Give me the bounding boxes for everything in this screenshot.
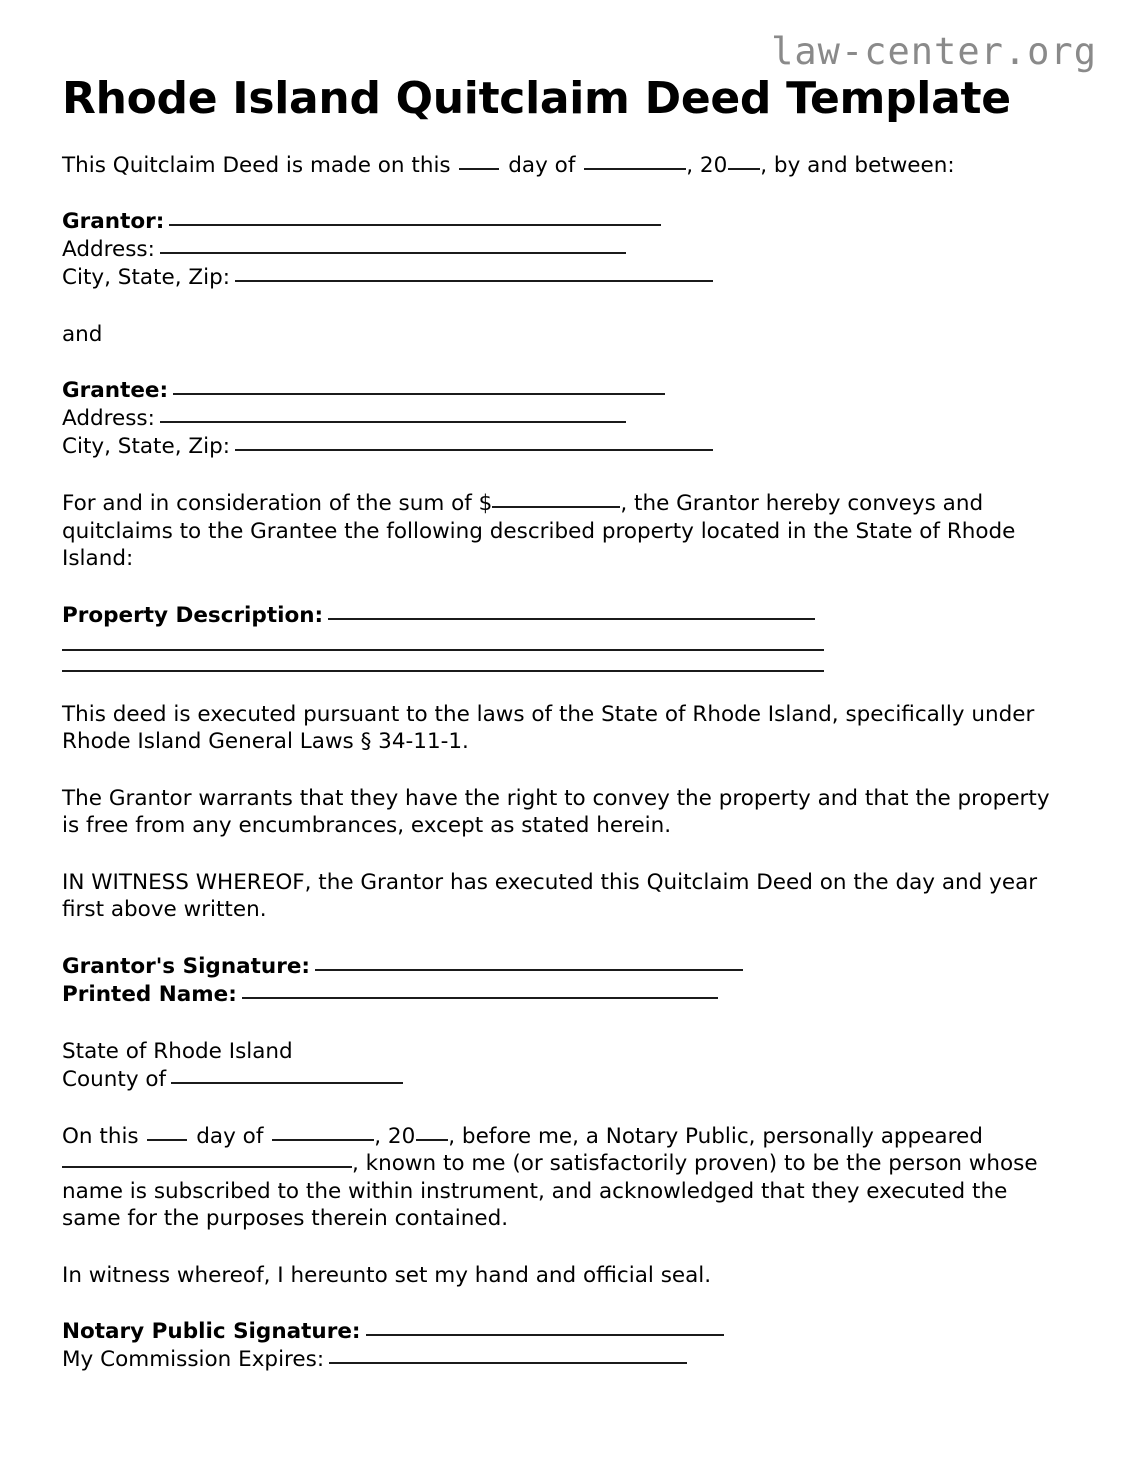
property-description-extra-lines [62, 630, 1071, 672]
intro-text-3: , 20 [686, 152, 728, 178]
notary-signature-blank [366, 1334, 724, 1336]
intro-text-1: This Quitclaim Deed is made on this [62, 152, 458, 178]
printed-name-field [62, 981, 1071, 1009]
grantee-address-label: Address: [62, 406, 155, 432]
grantor-citystatezip-field [62, 264, 1071, 292]
ack-text-1: On this [62, 1123, 146, 1149]
notary-state-label: State of Rhode Island [62, 1038, 293, 1064]
notary-county-label: County of [62, 1066, 167, 1092]
property-description-label: Property Description: [62, 602, 324, 628]
ack-text-5: , known to me (or satisfactorily proven) to be the person whose name is subscribed to the within instrument, and acknowledged that they executed the same for the purposes therein contained. [62, 1151, 1038, 1232]
commission-expires-field [62, 1346, 1071, 1374]
day-blank [459, 168, 499, 170]
grantor-name-field [62, 208, 1071, 236]
notary-signature-label: Notary Public Signature: [62, 1319, 361, 1345]
commission-expires-blank [329, 1362, 687, 1364]
consideration-text-1: For and in consideration of the sum of $ [62, 491, 493, 517]
grantor-signature-blank [315, 969, 743, 971]
grantor-address-label: Address: [62, 236, 155, 262]
ack-text-3: , 20 [374, 1123, 416, 1149]
grantee-address-blank [160, 421, 626, 423]
printed-name-blank [242, 997, 718, 999]
ack-text-4: , before me, a Notary Public, personally appeared [448, 1123, 983, 1149]
grantor-address-blank [160, 252, 626, 254]
year-blank [728, 168, 760, 170]
grantor-citystatezip-blank [235, 280, 713, 282]
grantor-label: Grantor: [62, 209, 165, 235]
site-watermark: law-center.org [771, 30, 1097, 73]
ack-person-name-blank [62, 1166, 352, 1168]
witness-paragraph: IN WITNESS WHEREOF, the Grantor has executed this Quitclaim Deed on the day and year first above written. [62, 869, 1038, 923]
statute-paragraph: This deed is executed pursuant to the laws of the State of Rhode Island, specifically under Rhode Island General Laws § 34-11-1. [62, 701, 1035, 755]
conjunction-and: and [62, 321, 103, 347]
ack-year-blank [416, 1139, 448, 1141]
notary-acknowledgment-paragraph [62, 1123, 1067, 1233]
notary-county-blank [171, 1082, 403, 1084]
ack-text-2: day of [189, 1123, 271, 1149]
printed-name-label: Printed Name: [62, 981, 237, 1007]
intro-text-2: day of [501, 152, 583, 178]
notary-signature-field [62, 1318, 1071, 1346]
grantor-signature-field [62, 953, 1071, 981]
grantee-name-blank [173, 393, 665, 395]
ack-day-blank [147, 1139, 187, 1141]
ack-month-blank [272, 1139, 374, 1141]
grantor-citystatezip-label: City, State, Zip: [62, 264, 230, 290]
consideration-amount-blank [492, 506, 620, 508]
intro-paragraph [62, 152, 1071, 180]
notary-seal-paragraph: In witness whereof, I hereunto set my hand and official seal. [62, 1262, 712, 1288]
intro-text-4: , by and between: [760, 152, 955, 178]
grantee-citystatezip-blank [235, 449, 713, 451]
grantee-name-field [62, 377, 1071, 405]
grantor-signature-label: Grantor's Signature: [62, 953, 311, 979]
warranty-paragraph: The Grantor warrants that they have the right to convey the property and that the property is free from any encumbrances, except as stated herein. [62, 785, 1050, 839]
consideration-paragraph [62, 490, 1071, 573]
grantor-name-blank [169, 224, 661, 226]
consideration-text-2: , the Grantor hereby conveys and quitclaims to the Grantee the following described property located in the State of Rhode Island: [62, 491, 1016, 572]
month-blank [584, 168, 686, 170]
notary-state-line [62, 1038, 1071, 1066]
grantee-address-field [62, 405, 1071, 433]
property-description-blank-1 [328, 618, 815, 620]
grantee-label: Grantee: [62, 378, 169, 404]
grantor-address-field [62, 236, 1071, 264]
grantee-citystatezip-field [62, 433, 1071, 461]
property-description-field [62, 602, 1071, 630]
notary-county-field [62, 1066, 1071, 1094]
page-title: Rhode Island Quitclaim Deed Template [62, 73, 1011, 124]
commission-expires-label: My Commission Expires: [62, 1347, 325, 1373]
grantee-citystatezip-label: City, State, Zip: [62, 434, 230, 460]
